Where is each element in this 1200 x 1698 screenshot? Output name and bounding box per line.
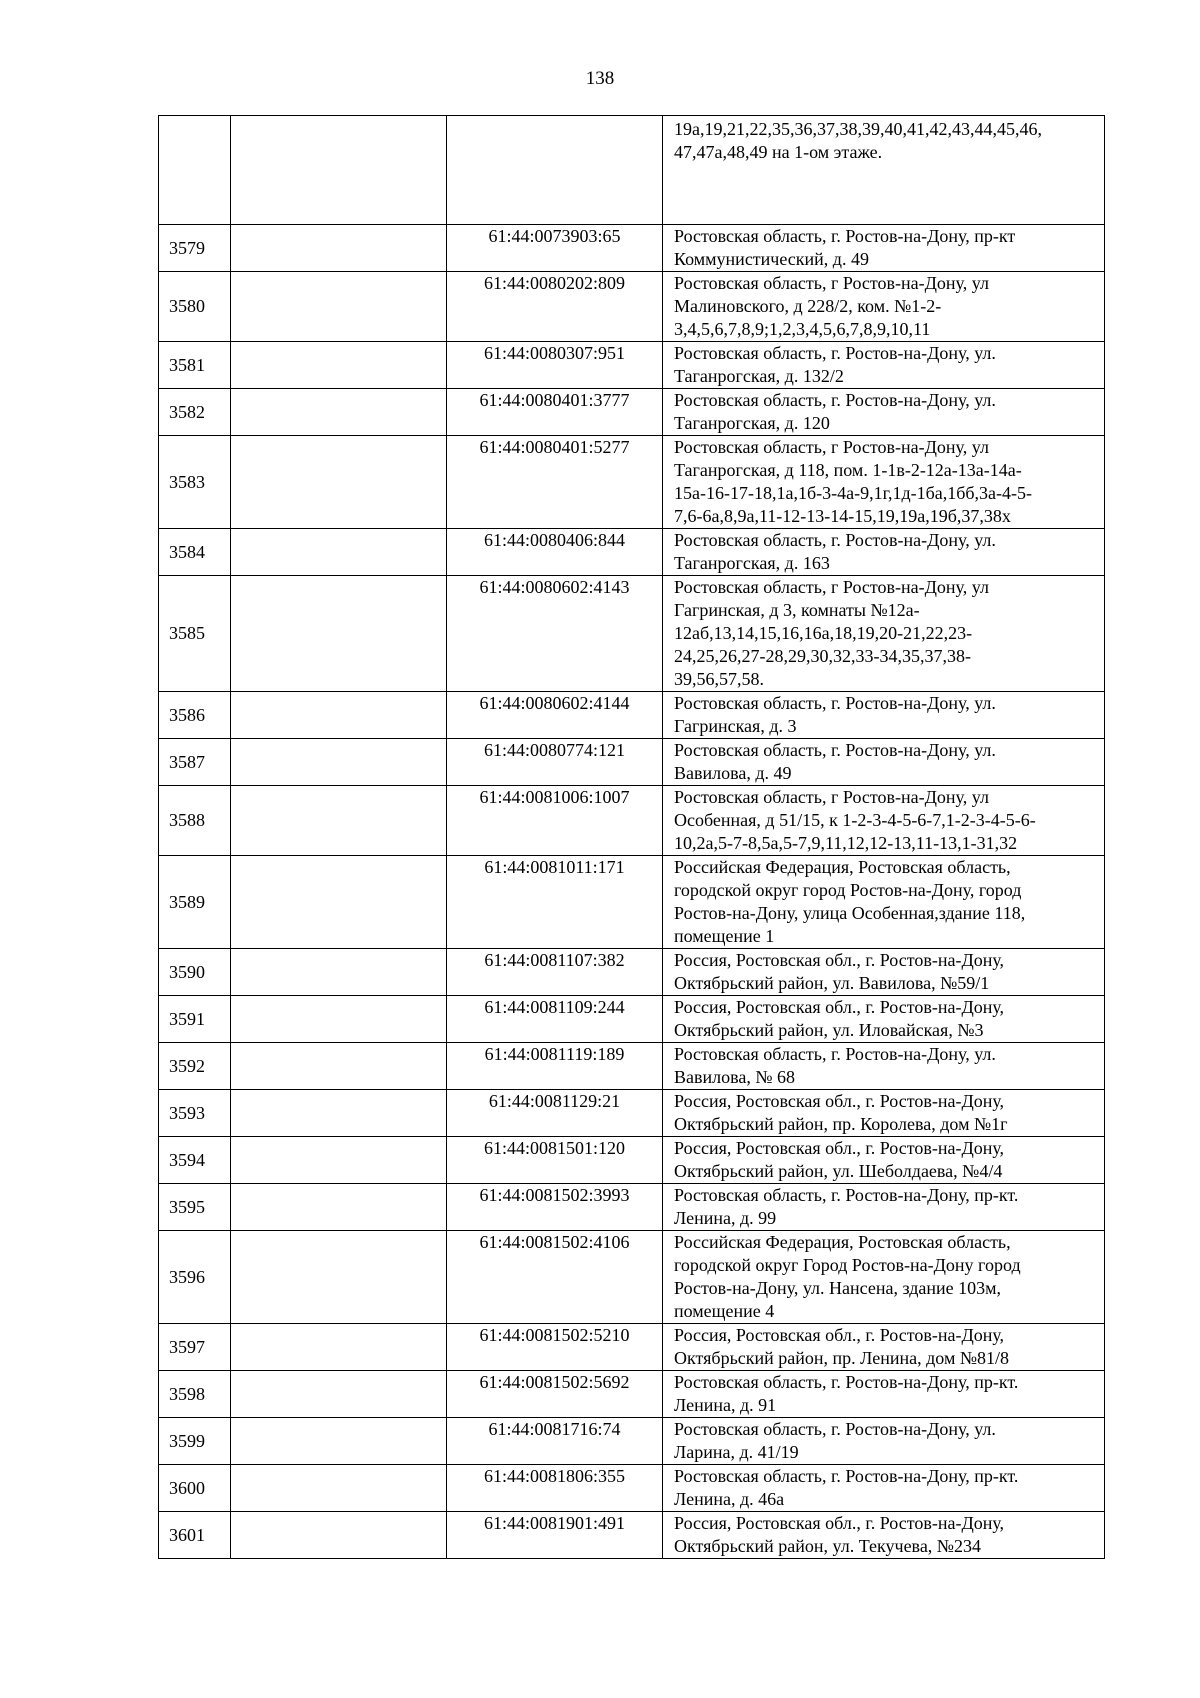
row-number-cell: 3581 — [159, 342, 231, 389]
table-row — [159, 576, 1105, 692]
page-number: 138 — [585, 68, 615, 89]
row-number-cell: 3597 — [159, 1324, 231, 1371]
row-number-cell: 3599 — [159, 1418, 231, 1465]
address-cell: Россия, Ростовская обл., г. Ростов-на-Дону, Октябрьский район, ул. Иловайская, №3 — [663, 996, 1105, 1043]
empty-cell — [231, 1231, 447, 1324]
empty-cell — [231, 1324, 447, 1371]
table-row — [159, 1371, 1105, 1418]
cadastral-number-cell: 61:44:0080602:4144 — [447, 692, 663, 739]
row-number-cell: 3594 — [159, 1137, 231, 1184]
empty-cell — [231, 1043, 447, 1090]
cadastral-number-cell: 61:44:0081109:244 — [447, 996, 663, 1043]
address-cell: Ростовская область, г. Ростов-на-Дону, пр-кт. Ленина, д. 46а — [663, 1465, 1105, 1512]
table-row — [159, 739, 1105, 786]
table-row — [159, 856, 1105, 949]
row-number-cell: 3600 — [159, 1465, 231, 1512]
empty-cell — [231, 436, 447, 529]
row-number-cell: 3586 — [159, 692, 231, 739]
table-row — [159, 1137, 1105, 1184]
table-row — [159, 1465, 1105, 1512]
address-cell: Ростовская область, г. Ростов-на-Дону, ул. Ларина, д. 41/19 — [663, 1418, 1105, 1465]
table-row — [159, 1512, 1105, 1559]
empty-cell — [231, 996, 447, 1043]
empty-cell — [231, 225, 447, 272]
empty-cell — [231, 1184, 447, 1231]
row-number-cell: 3580 — [159, 272, 231, 342]
cadastral-number-cell: 61:44:0081107:382 — [447, 949, 663, 996]
cadastral-number-cell: 61:44:0081502:4106 — [447, 1231, 663, 1324]
address-cell: Россия, Ростовская обл., г. Ростов-на-Дону, Октябрьский район, пр. Ленина, дом №81/8 — [663, 1324, 1105, 1371]
empty-cell — [231, 739, 447, 786]
table-row — [159, 389, 1105, 436]
cadastral-number-cell: 61:44:0080401:3777 — [447, 389, 663, 436]
cadastral-number-cell: 61:44:0081129:21 — [447, 1090, 663, 1137]
address-cell: Ростовская область, г. Ростов-на-Дону, пр-кт. Ленина, д. 99 — [663, 1184, 1105, 1231]
address-cell: Российская Федерация, Ростовская область, городской округ город Ростов-на-Дону, город Ростов-на-Дону, улица Особенная,здание 118, помещение 1 — [663, 856, 1105, 949]
row-number-cell: 3579 — [159, 225, 231, 272]
empty-cell — [231, 389, 447, 436]
table-row — [159, 1184, 1105, 1231]
continuation-row — [159, 116, 1105, 225]
address-cell: Российская Федерация, Ростовская область, городской округ Город Ростов-на-Дону город Ростов-на-Дону, ул. Нансена, здание 103м, помещение 4 — [663, 1231, 1105, 1324]
cadastral-number-cell: 61:44:0080774:121 — [447, 739, 663, 786]
table-row — [159, 996, 1105, 1043]
cadastral-number-cell: 61:44:0081502:5692 — [447, 1371, 663, 1418]
row-number-cell: 3595 — [159, 1184, 231, 1231]
row-number-cell: 3584 — [159, 529, 231, 576]
address-cell: Ростовская область, г. Ростов-на-Дону, ул. Таганрогская, д. 163 — [663, 529, 1105, 576]
property-table — [158, 115, 1105, 1559]
address-cell: Россия, Ростовская обл., г. Ростов-на-Дону, Октябрьский район, ул. Шеболдаева, №4/4 — [663, 1137, 1105, 1184]
cadastral-number-cell: 61:44:0081119:189 — [447, 1043, 663, 1090]
empty-cell — [231, 116, 447, 225]
address-cell: Россия, Ростовская обл., г. Ростов-на-Дону, Октябрьский район, ул. Текучева, №234 — [663, 1512, 1105, 1559]
table-row — [159, 1418, 1105, 1465]
empty-cell — [231, 1418, 447, 1465]
empty-cell — [231, 1090, 447, 1137]
table-row — [159, 529, 1105, 576]
table-row — [159, 1043, 1105, 1090]
empty-cell — [231, 786, 447, 856]
cadastral-number-cell: 61:44:0081502:3993 — [447, 1184, 663, 1231]
address-cell: Ростовская область, г Ростов-на-Дону, ул Гагринская, д 3, комнаты №12а- 12аб,13,14,15,16,16а,18,19,20-21,22,23- 24,25,26,27-28,29,30,32,33-34,35,37,38- 39,56,57,58. — [663, 576, 1105, 692]
row-number-cell: 3591 — [159, 996, 231, 1043]
address-cell: Ростовская область, г. Ростов-на-Дону, ул. Гагринская, д. 3 — [663, 692, 1105, 739]
row-number-cell: 3587 — [159, 739, 231, 786]
address-cell: Ростовская область, г. Ростов-на-Дону, пр-кт Коммунистический, д. 49 — [663, 225, 1105, 272]
row-number-cell: 3590 — [159, 949, 231, 996]
cadastral-number-cell: 61:44:0080406:844 — [447, 529, 663, 576]
address-cell: Ростовская область, г Ростов-на-Дону, ул Особенная, д 51/15, к 1-2-3-4-5-6-7,1-2-3-4-5-6- 10,2а,5-7-8,5а,5-7,9,11,12,12-13,11-13,1-31,32 — [663, 786, 1105, 856]
row-number-cell: 3592 — [159, 1043, 231, 1090]
empty-cell — [231, 1512, 447, 1559]
cadastral-number-cell: 61:44:0081806:355 — [447, 1465, 663, 1512]
row-number-cell: 3598 — [159, 1371, 231, 1418]
row-number-cell — [159, 116, 231, 225]
cadastral-number-cell: 61:44:0081006:1007 — [447, 786, 663, 856]
empty-cell — [231, 1137, 447, 1184]
cadastral-number-cell: 61:44:0081011:171 — [447, 856, 663, 949]
table-body — [159, 116, 1105, 1559]
cadastral-number-cell: 61:44:0080401:5277 — [447, 436, 663, 529]
row-number-cell: 3585 — [159, 576, 231, 692]
table-row — [159, 949, 1105, 996]
cadastral-number-cell: 61:44:0081502:5210 — [447, 1324, 663, 1371]
table-row — [159, 342, 1105, 389]
table-row — [159, 225, 1105, 272]
row-number-cell: 3596 — [159, 1231, 231, 1324]
address-cell: Ростовская область, г. Ростов-на-Дону, пр-кт. Ленина, д. 91 — [663, 1371, 1105, 1418]
empty-cell — [231, 856, 447, 949]
cadastral-number-cell: 61:44:0081901:491 — [447, 1512, 663, 1559]
address-cell: Ростовская область, г. Ростов-на-Дону, ул. Таганрогская, д. 132/2 — [663, 342, 1105, 389]
address-cell: Ростовская область, г. Ростов-на-Дону, ул. Вавилова, № 68 — [663, 1043, 1105, 1090]
address-cell: Россия, Ростовская обл., г. Ростов-на-Дону, Октябрьский район, ул. Вавилова, №59/1 — [663, 949, 1105, 996]
cadastral-number-cell: 61:44:0081716:74 — [447, 1418, 663, 1465]
address-cell: 19а,19,21,22,35,36,37,38,39,40,41,42,43,44,45,46, 47,47а,48,49 на 1-ом этаже. — [663, 116, 1105, 225]
cadastral-number-cell: 61:44:0080602:4143 — [447, 576, 663, 692]
table-row — [159, 692, 1105, 739]
cadastral-number-cell: 61:44:0073903:65 — [447, 225, 663, 272]
table-row — [159, 1324, 1105, 1371]
row-number-cell: 3589 — [159, 856, 231, 949]
empty-cell — [231, 949, 447, 996]
row-number-cell: 3582 — [159, 389, 231, 436]
row-number-cell: 3593 — [159, 1090, 231, 1137]
address-cell: Ростовская область, г. Ростов-на-Дону, ул. Вавилова, д. 49 — [663, 739, 1105, 786]
table-row — [159, 436, 1105, 529]
table-row — [159, 272, 1105, 342]
cadastral-number-cell — [447, 116, 663, 225]
empty-cell — [231, 272, 447, 342]
row-number-cell: 3588 — [159, 786, 231, 856]
table-row — [159, 1090, 1105, 1137]
empty-cell — [231, 1465, 447, 1512]
empty-cell — [231, 692, 447, 739]
address-cell: Россия, Ростовская обл., г. Ростов-на-Дону, Октябрьский район, пр. Королева, дом №1г — [663, 1090, 1105, 1137]
address-cell: Ростовская область, г Ростов-на-Дону, ул Малиновского, д 228/2, ком. №1-2- 3,4,5,6,7,8,9;1,2,3,4,5,6,7,8,9,10,11 — [663, 272, 1105, 342]
cadastral-number-cell: 61:44:0080202:809 — [447, 272, 663, 342]
table-row — [159, 1231, 1105, 1324]
empty-cell — [231, 342, 447, 389]
empty-cell — [231, 576, 447, 692]
table-row — [159, 786, 1105, 856]
cadastral-number-cell: 61:44:0081501:120 — [447, 1137, 663, 1184]
empty-cell — [231, 1371, 447, 1418]
cadastral-number-cell: 61:44:0080307:951 — [447, 342, 663, 389]
row-number-cell: 3583 — [159, 436, 231, 529]
row-number-cell: 3601 — [159, 1512, 231, 1559]
address-cell: Ростовская область, г. Ростов-на-Дону, ул. Таганрогская, д. 120 — [663, 389, 1105, 436]
empty-cell — [231, 529, 447, 576]
address-cell: Ростовская область, г Ростов-на-Дону, ул Таганрогская, д 118, пом. 1-1в-2-12а-13а-14а- 15а-16-17-18,1а,1б-3-4а-9,1г,1д-1ба,1бб,3а-4-5- 7,6-6а,8,9а,11-12-13-14-15,19,19а,19б,37,38х — [663, 436, 1105, 529]
